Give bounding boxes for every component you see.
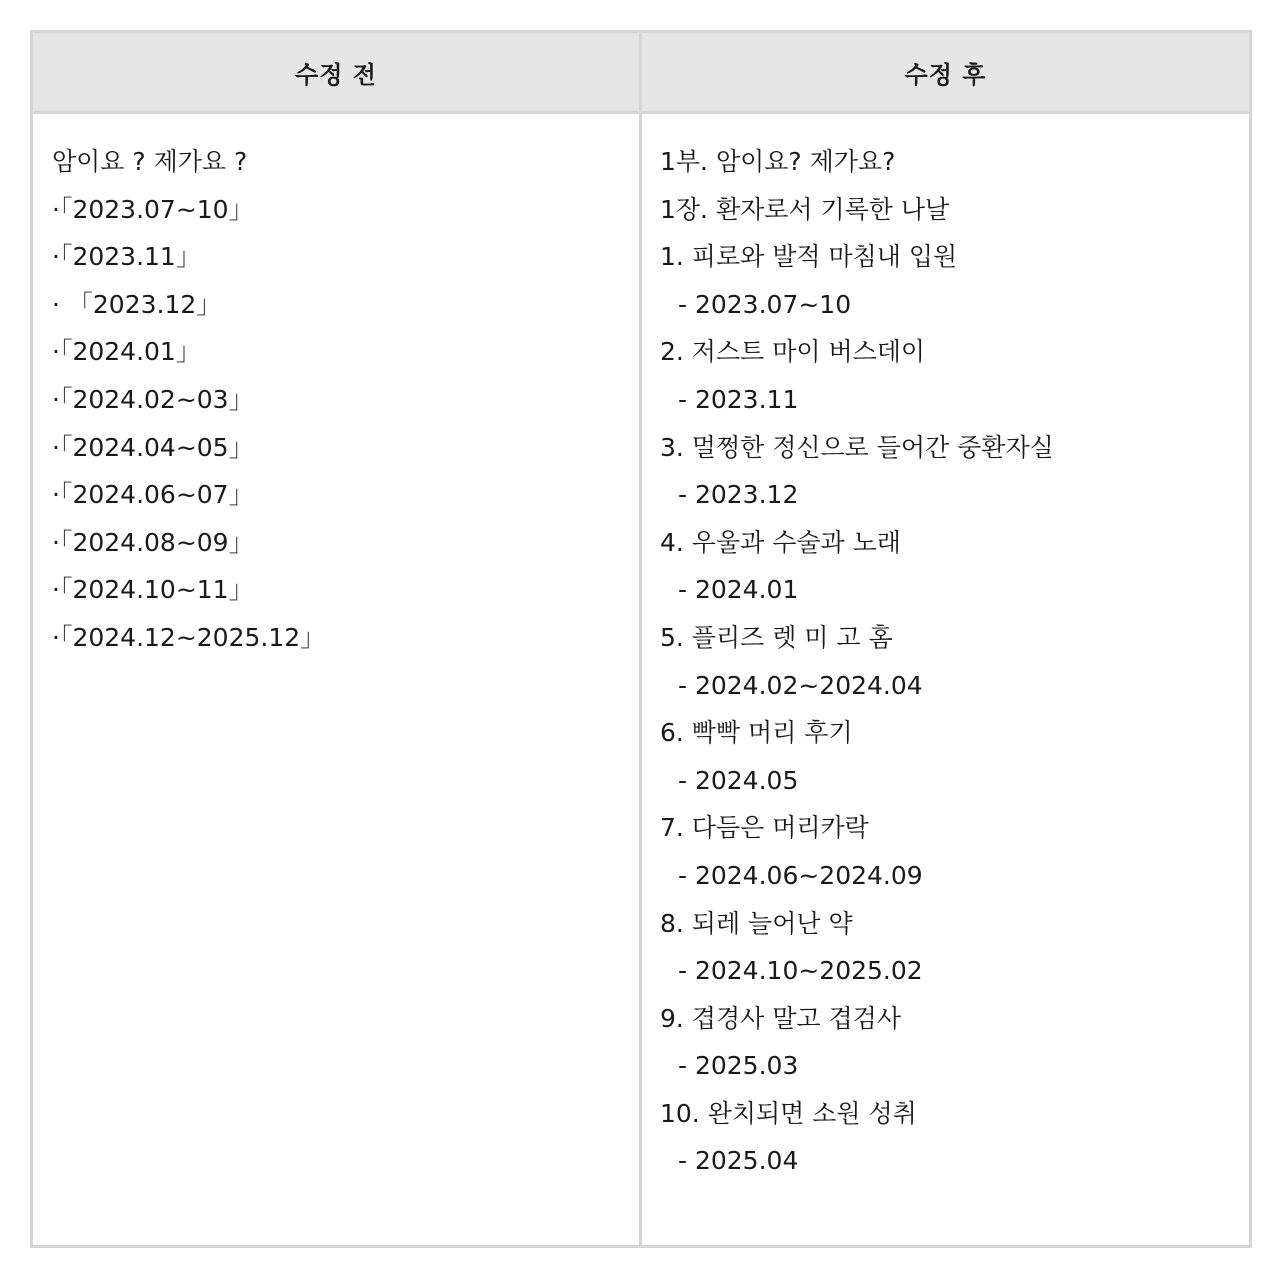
before-column bbox=[33, 114, 642, 1245]
header-before: 수정 전 bbox=[33, 33, 642, 114]
after-line-date: - 2025.04 bbox=[678, 1146, 799, 1176]
before-line: ·「2024.06~07」 bbox=[52, 480, 254, 510]
after-line-item: 9. 겹경사 말고 겹검사 bbox=[660, 1003, 901, 1033]
before-line: ·「2024.01」 bbox=[52, 337, 201, 367]
after-line-date: - 2023.11 bbox=[678, 384, 799, 414]
before-line: · 「2023.12」 bbox=[52, 289, 222, 319]
after-line-item: 7. 다듬은 머리카락 bbox=[660, 813, 869, 843]
after-line-item: 4. 우울과 수술과 노래 bbox=[660, 527, 901, 557]
before-line: ·「2023.11」 bbox=[52, 242, 201, 272]
after-line-heading: 1부. 암이요? 제가요? bbox=[660, 147, 896, 176]
after-line-item: 5. 플리즈 렛 미 고 홈 bbox=[660, 622, 893, 652]
after-line-date: - 2023.07~10 bbox=[678, 289, 852, 319]
after-line-date: - 2024.10~2025.02 bbox=[678, 956, 923, 986]
after-line-item: 1. 피로와 발적 마침내 입원 bbox=[660, 242, 958, 272]
before-line: ·「2024.08~09」 bbox=[52, 527, 254, 557]
after-line-item: 8. 되레 늘어난 약 bbox=[660, 908, 853, 938]
comparison-table bbox=[30, 30, 1252, 1248]
after-line-date: - 2024.05 bbox=[678, 765, 799, 795]
before-line: ·「2024.12~2025.12」 bbox=[52, 622, 326, 652]
before-line: ·「2024.10~11」 bbox=[52, 575, 254, 605]
before-line: ·「2023.07~10」 bbox=[52, 194, 254, 224]
before-line: ·「2024.02~03」 bbox=[52, 384, 254, 414]
after-line-item: 2. 저스트 마이 버스데이 bbox=[660, 337, 926, 367]
header-after: 수정 후 bbox=[642, 33, 1249, 114]
after-line-date: - 2025.03 bbox=[678, 1051, 799, 1081]
after-line-date: - 2024.01 bbox=[678, 575, 799, 605]
after-line-date: - 2024.02~2024.04 bbox=[678, 670, 923, 700]
after-line-item: 10. 완치되면 소원 성취 bbox=[660, 1098, 917, 1128]
after-line-item: 3. 멀쩡한 정신으로 들어간 중환자실 bbox=[660, 432, 1054, 462]
after-line-date: - 2024.06~2024.09 bbox=[678, 860, 923, 890]
before-line: ·「2024.04~05」 bbox=[52, 432, 254, 462]
after-line-heading: 1장. 환자로서 기록한 나날 bbox=[660, 194, 950, 224]
after-line-date: - 2023.12 bbox=[678, 480, 799, 510]
after-line-item: 6. 빡빡 머리 후기 bbox=[660, 718, 853, 748]
after-column bbox=[642, 114, 1249, 1245]
before-line: 암이요 ? 제가요 ? bbox=[52, 147, 248, 176]
